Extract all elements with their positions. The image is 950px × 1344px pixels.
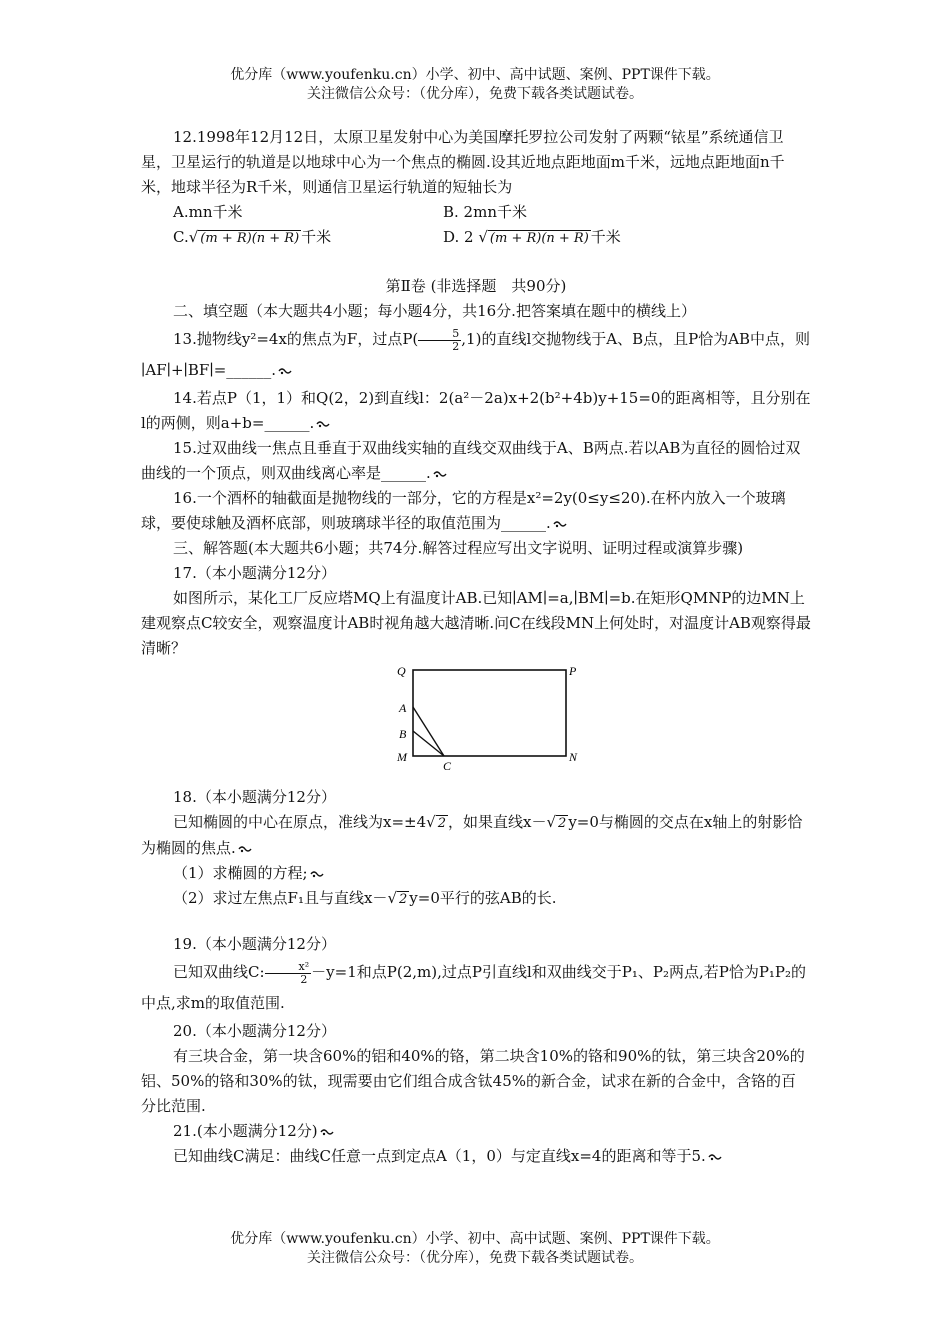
- q18-text-2: ，如果直线x－: [448, 813, 547, 831]
- label-q: Q: [397, 664, 406, 678]
- q12-c-label: C.: [173, 228, 189, 246]
- section-2-heading: 二、填空题（本大题共4小题；每小题4分，共16分.把答案填在题中的横线上）: [173, 302, 696, 320]
- stamp-mark-icon: [708, 1152, 722, 1162]
- q19-frac-den: 2: [300, 972, 308, 986]
- q12-option-b: B. 2mn千米: [443, 203, 527, 221]
- q18-radicand-2: 2: [558, 816, 567, 831]
- part-2-title: 第Ⅱ卷 (非选择题 共90分): [385, 277, 567, 295]
- q13-text-start: 13.抛物线y²=4x的焦点为F，过点P(: [173, 330, 419, 348]
- q19-text-1: 已知双曲线C:: [173, 963, 265, 981]
- q18-text-3: y=0与椭圆的交点在x轴上的射影恰为椭圆的焦点.: [141, 813, 803, 857]
- label-b: B: [399, 727, 407, 741]
- stamp-mark-icon: [433, 469, 447, 479]
- q18-subquestion-1: [141, 861, 811, 886]
- q21-text: 已知曲线C满足：曲线C任意一点到定点A（1，0）与定直线x=4的距离和等于5.: [173, 1147, 706, 1165]
- page-header: [0, 66, 950, 104]
- q12-c-unit: 千米: [301, 228, 332, 246]
- q18-text-1: 已知椭圆的中心在原点，准线为x=±4: [173, 813, 427, 831]
- q21-heading: [141, 1119, 811, 1144]
- q17-heading: 17.（本小题满分12分）: [173, 564, 336, 582]
- q13-frac-num: 5: [418, 328, 461, 341]
- question-19: [141, 957, 811, 1019]
- question-15: [141, 436, 811, 486]
- q18-s2-text-2: y=0平行的弦AB的长.: [409, 889, 557, 907]
- label-m: M: [397, 750, 407, 764]
- question-17: 如图所示，某化工厂反应塔MQ上有温度计AB.已知∣AM∣=a,∣BM∣=b.在矩形QMNP的边MN上建观察点C较安全，观察温度计AB时视角越大越清晰.问C在线段MN上何处时，对温度计AB观察得最清晰？: [141, 589, 811, 657]
- q14-text: 14.若点P（1，1）和Q(2，2)到直线l：2(a²－2a)x+2(b²+4b)y+15=0的距离相等，且分别在l的两侧，则a+b=______.: [141, 389, 811, 432]
- q18-s2-text-1: （2）求过左焦点F₁且与直线x－: [173, 889, 388, 907]
- q15-text: 15.过双曲线一焦点且垂直于双曲线实轴的直线交双曲线于A、B两点.若以AB为直径的圆恰过双曲线的一个顶点，则双曲线离心率是______.: [141, 439, 801, 482]
- q12-d-label: D. 2: [443, 228, 474, 246]
- question-12: 12.1998年12月12日，太原卫星发射中心为美国摩托罗拉公司发射了两颗“铱星”系统通信卫星，卫星运行的轨道是以地球中心为一个焦点的椭圆.设其近地点距地面m千米，远地点距地面n千米，地球半径为R千米，则通信卫星运行轨道的短轴长为: [141, 128, 785, 196]
- q19-frac-num: x²: [265, 961, 312, 974]
- question-20: 有三块合金，第一块含60%的铝和40%的铬，第二块含10%的铬和90%的钛，第三块含20%的铝、50%的铬和30%的钛，现需要由它们组合成含钛45%的新合金，试求在新的合金中，含铬的百分比范围.: [141, 1047, 805, 1115]
- segment-bc: [413, 731, 444, 756]
- q13-frac-den: 2: [452, 339, 460, 353]
- q18-radicand-1: 2: [437, 816, 446, 831]
- stamp-mark-icon: [238, 844, 252, 854]
- q17-diagram: [393, 663, 583, 775]
- q12-option-c: C.√ (m + R)(n + R) 千米: [173, 228, 332, 246]
- question-21: [141, 1144, 811, 1169]
- label-a: A: [399, 701, 407, 715]
- question-18: 已知椭圆的中心在原点，准线为x=±4√ 2 ，如果直线x－√ 2 y=0与椭圆的交点在x轴上的射影恰为椭圆的焦点.: [141, 813, 803, 857]
- q18-s2-radicand: 2: [399, 892, 408, 907]
- q19-fraction: [265, 961, 312, 986]
- header-line-1: 优分库（www.youfenku.cn）小学、初中、高中试题、案例、PPT课件下载。: [230, 67, 720, 83]
- q16-text: 16.一个酒杯的轴截面是抛物线的一部分，它的方程是x²=2y(0≤y≤20).在杯内放入一个玻璃球，要使球触及酒杯底部，则玻璃球半径的取值范围为______.: [141, 489, 786, 532]
- q12-options-row-1: [141, 200, 811, 225]
- q19-text-2: －y=1和点P(2,m),过点P引直线l和双曲线交于P₁、P₂两点,若P恰为P₁P₂的中点,求m的取值范围.: [141, 963, 807, 1012]
- q21-head-text: 21.(本小题满分12分): [173, 1122, 318, 1140]
- q12-options-row-2: [141, 225, 811, 250]
- q18-heading: 18.（本小题满分12分）: [173, 788, 336, 806]
- stamp-mark-icon: [278, 366, 292, 376]
- q13-text-end: ,1)的直线l交抛物线于A、B点，且P恰为AB中点，则∣AF∣+∣BF∣=______.: [141, 330, 811, 379]
- q20-heading: 20.（本小题满分12分）: [173, 1022, 336, 1040]
- q13-fraction: [418, 328, 461, 353]
- q12-d-radicand: (m + R)(n + R): [489, 231, 589, 246]
- question-13: [141, 324, 811, 386]
- main-content: [141, 125, 811, 1169]
- question-16: [141, 486, 811, 536]
- stamp-mark-icon: [553, 519, 567, 529]
- label-n: N: [569, 750, 578, 764]
- question-14: [141, 386, 811, 436]
- stamp-mark-icon: [316, 419, 330, 429]
- section-3-heading: 三、解答题(本大题共6小题；共74分.解答过程应写出文字说明、证明过程或演算步骤): [173, 539, 744, 557]
- q12-option-d: D. 2 √ (m + R)(n + R) 千米: [443, 228, 621, 246]
- q12-d-unit: 千米: [590, 228, 621, 246]
- q12-c-radicand: (m + R)(n + R): [200, 231, 300, 246]
- stamp-mark-icon: [320, 1127, 334, 1137]
- page-footer: [0, 1230, 950, 1268]
- segment-ac: [413, 707, 444, 756]
- stamp-mark-icon: [310, 869, 324, 879]
- q18-subquestion-2: （2）求过左焦点F₁且与直线x－√ 2 y=0平行的弦AB的长.: [173, 889, 557, 907]
- q19-heading: 19.（本小题满分12分）: [173, 935, 336, 953]
- label-p: P: [569, 664, 577, 678]
- header-line-2: 关注微信公众号：（优分库），免费下载各类试题试卷。: [307, 86, 643, 102]
- footer-line-2: 关注微信公众号：（优分库），免费下载各类试题试卷。: [307, 1250, 643, 1266]
- q18-s1-text: （1）求椭圆的方程;: [173, 864, 308, 882]
- footer-line-1: 优分库（www.youfenku.cn）小学、初中、高中试题、案例、PPT课件下载。: [230, 1231, 720, 1247]
- label-c: C: [443, 759, 452, 773]
- q12-option-a: A.mn千米: [173, 203, 243, 221]
